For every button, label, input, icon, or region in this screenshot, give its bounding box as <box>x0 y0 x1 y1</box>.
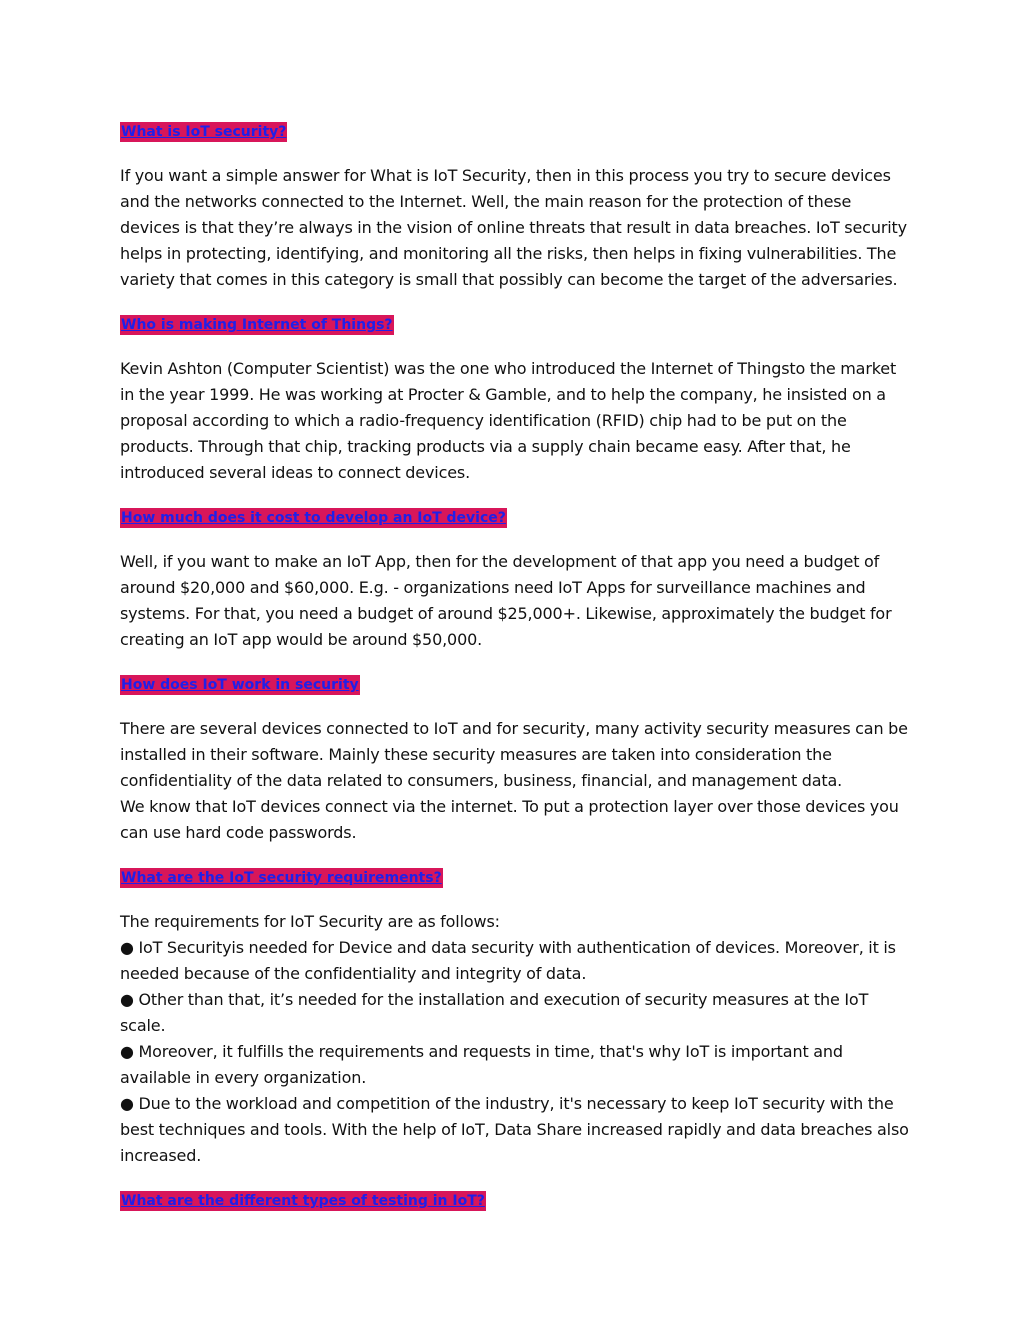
paragraph: Well, if you want to make an IoT App, then for the development of that app you need a budget of around $20,000 and $60,000. E.g. - organizations need IoT Apps for surveillance machines and systems. For that, you need a budget of around $25,000+. Likewise, approximately the budget for creating an IoT app would be around $50,000. <box>120 552 892 649</box>
paragraph: Kevin Ashton (Computer Scientist) was the one who introduced the Internet of Thingsto the market in the year 1999. He was working at Procter & Gamble, and to help the company, he insisted on a proposal according to which a radio-frequency identification (RFID) chip had to be put on the products. Through that chip, tracking products via a supply chain became easy. After that, he introduced several ideas to connect devices. <box>120 359 897 482</box>
faq-question-iot-work-in-security[interactable]: How does IoT work in security <box>121 677 359 693</box>
section-6-heading-wrap <box>120 1189 910 1211</box>
faq-answer-iot-security-requirements <box>120 909 910 1169</box>
faq-question-iot-device-cost[interactable]: How much does it cost to develop an IoT device? <box>121 510 506 526</box>
list-item: ● Other than that, it’s needed for the installation and execution of security measures at the IoT scale. <box>120 990 869 1035</box>
faq-answer-iot-device-cost <box>120 549 910 653</box>
paragraph: We know that IoT devices connect via the internet. To put a protection layer over those devices you can use hard code passwords. <box>120 797 899 842</box>
faq-question-types-of-testing[interactable]: What are the different types of testing in IoT? <box>121 1193 485 1209</box>
list-item: ● Moreover, it fulfills the requirements and requests in time, that's why IoT is important and available in every organization. <box>120 1042 843 1087</box>
section-3-heading-wrap <box>120 506 910 528</box>
list-item: ● Due to the workload and competition of the industry, it's necessary to keep IoT security with the best techniques and tools. With the help of IoT, Data Share increased rapidly and data breaches also increased. <box>120 1094 909 1165</box>
faq-answer-who-is-making-iot <box>120 356 910 486</box>
faq-answer-iot-work-in-security <box>120 716 910 846</box>
document-body <box>120 120 910 1211</box>
list-item: ● IoT Securityis needed for Device and data security with authentication of devices. Moreover, it is needed because of the confidentiality and integrity of data. <box>120 938 896 983</box>
faq-answer-iot-security <box>120 163 910 293</box>
paragraph: There are several devices connected to IoT and for security, many activity security measures can be installed in their software. Mainly these security measures are taken into consideration the confidentiality of the data related to consumers, business, financial, and management data. <box>120 719 908 790</box>
faq-question-iot-security[interactable]: What is IoT security? <box>121 124 287 140</box>
paragraph: The requirements for IoT Security are as follows: <box>120 912 500 931</box>
faq-question-iot-security-requirements[interactable]: What are the IoT security requirements? <box>121 870 442 886</box>
section-4-heading-wrap <box>120 673 910 695</box>
section-1-heading-wrap <box>120 120 910 142</box>
paragraph: If you want a simple answer for What is IoT Security, then in this process you try to secure devices and the networks connected to the Internet. Well, the main reason for the protection of these devices is that they’re always in the vision of online threats that result in data breaches. IoT security helps in protecting, identifying, and monitoring all the risks, then helps in fixing vulnerabilities. The variety that comes in this category is small that possibly can become the target of the adversaries. <box>120 166 907 289</box>
section-5-heading-wrap <box>120 866 910 888</box>
faq-question-who-is-making-iot[interactable]: Who is making Internet of Things? <box>121 317 393 333</box>
section-2-heading-wrap <box>120 313 910 335</box>
